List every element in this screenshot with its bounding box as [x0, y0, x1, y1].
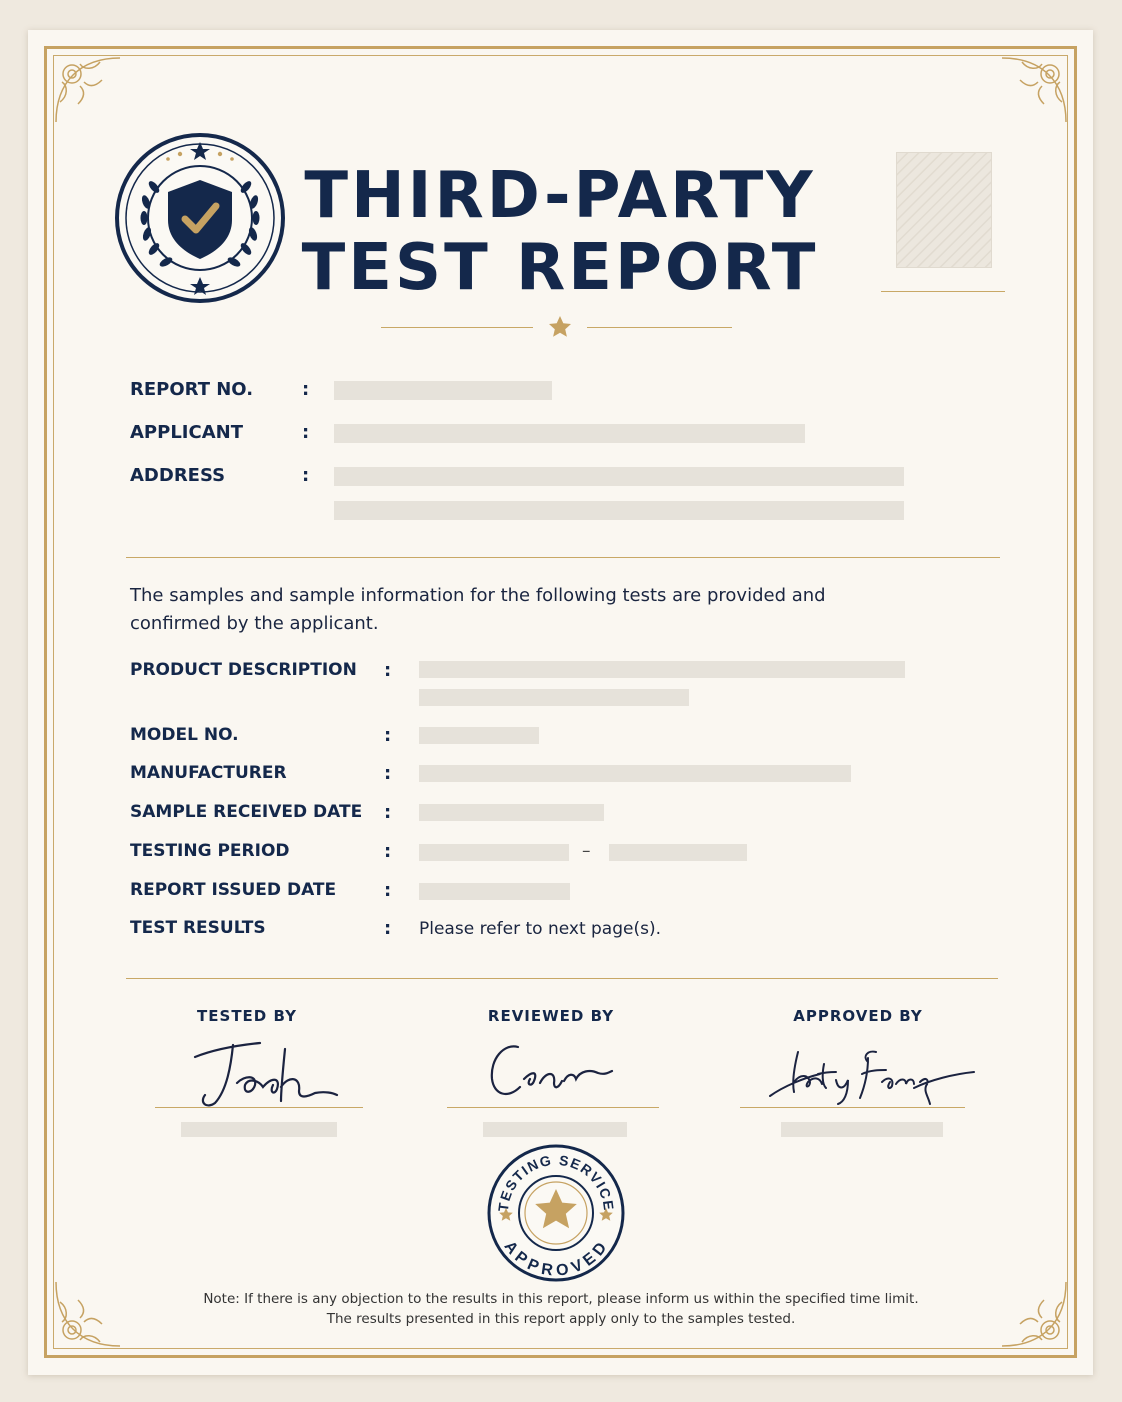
applicant-label: APPLICANT [130, 422, 243, 443]
reviewed-by-signature [478, 1035, 618, 1105]
tested-by-name-redacted [181, 1122, 337, 1137]
product-description-redacted-1 [419, 661, 905, 678]
title-rule-left [381, 327, 533, 328]
manufacturer-redacted [419, 765, 851, 782]
model-no-label: MODEL NO. [130, 725, 239, 745]
corner-ornament-top-right [992, 52, 1072, 132]
approved-by-line [740, 1107, 965, 1108]
manufacturer-colon: : [384, 763, 392, 784]
intro-line-1: The samples and sample information for the following tests are provided and [130, 585, 826, 606]
tested-by-signature [185, 1035, 345, 1110]
title-rule-right [587, 327, 732, 328]
manufacturer-label: MANUFACTURER [130, 763, 287, 783]
title-line-2: TEST REPORT [301, 231, 819, 305]
testing-period-label: TESTING PERIOD [130, 841, 290, 861]
section-divider-2 [126, 978, 998, 979]
tested-by-line [155, 1107, 363, 1108]
test-results-label: TEST RESULTS [130, 918, 266, 938]
applicant-colon: : [302, 422, 310, 443]
report-no-colon: : [302, 379, 310, 400]
section-divider-1 [126, 557, 1000, 558]
approved-stamp [486, 1143, 626, 1283]
model-no-redacted [419, 727, 539, 744]
applicant-redacted [334, 424, 805, 443]
corner-ornament-bottom-left [50, 1272, 130, 1352]
sample-received-date-label: SAMPLE RECEIVED DATE [130, 802, 363, 822]
reviewed-by-line [447, 1107, 659, 1108]
stamp-top-text: TESTING SERVICE [494, 1151, 618, 1213]
photo-signature-line [881, 291, 1005, 292]
approved-by-name-redacted [781, 1122, 943, 1137]
report-issued-date-label: REPORT ISSUED DATE [130, 880, 337, 900]
address-colon: : [302, 465, 310, 486]
test-results-colon: : [384, 918, 392, 939]
corner-ornament-top-left [50, 52, 130, 132]
stamp-bottom-text: APPROVED [500, 1238, 612, 1280]
approved-by-heading: APPROVED BY [793, 1007, 923, 1025]
product-description-redacted-2 [419, 689, 689, 706]
testing-period-end-redacted [609, 844, 747, 861]
tested-by-heading: TESTED BY [197, 1007, 297, 1025]
product-description-label: PRODUCT DESCRIPTION [130, 660, 357, 680]
report-issued-date-colon: : [384, 880, 392, 901]
testing-period-separator: – [582, 841, 591, 861]
approved-by-signature [764, 1038, 979, 1110]
note-line-2: The results presented in this report apply only to the samples tested. [326, 1311, 796, 1327]
report-no-redacted [334, 381, 552, 400]
testing-period-colon: : [384, 841, 392, 862]
note-line-1: Note: If there is any objection to the results in this report, please inform us within the specified time limit. [203, 1291, 919, 1307]
address-redacted-line-2 [334, 501, 904, 520]
sample-received-date-colon: : [384, 802, 392, 823]
testing-period-start-redacted [419, 844, 569, 861]
title-line-1: THIRD-PARTY [304, 159, 816, 233]
shield-emblem-icon [114, 132, 286, 304]
reviewed-by-heading: REVIEWED BY [487, 1007, 615, 1025]
corner-ornament-bottom-right [992, 1272, 1072, 1352]
report-no-label: REPORT NO. [130, 379, 254, 400]
star-icon [548, 315, 572, 339]
product-description-colon: : [384, 660, 392, 681]
reviewed-by-name-redacted [483, 1122, 627, 1137]
address-redacted-line-1 [334, 467, 904, 486]
intro-line-2: confirmed by the applicant. [130, 613, 379, 634]
model-no-colon: : [384, 725, 392, 746]
report-issued-date-redacted [419, 883, 570, 900]
sample-received-date-redacted [419, 804, 604, 821]
address-label: ADDRESS [130, 465, 226, 486]
photo-placeholder [896, 152, 992, 268]
test-results-value: Please refer to next page(s). [419, 919, 662, 939]
